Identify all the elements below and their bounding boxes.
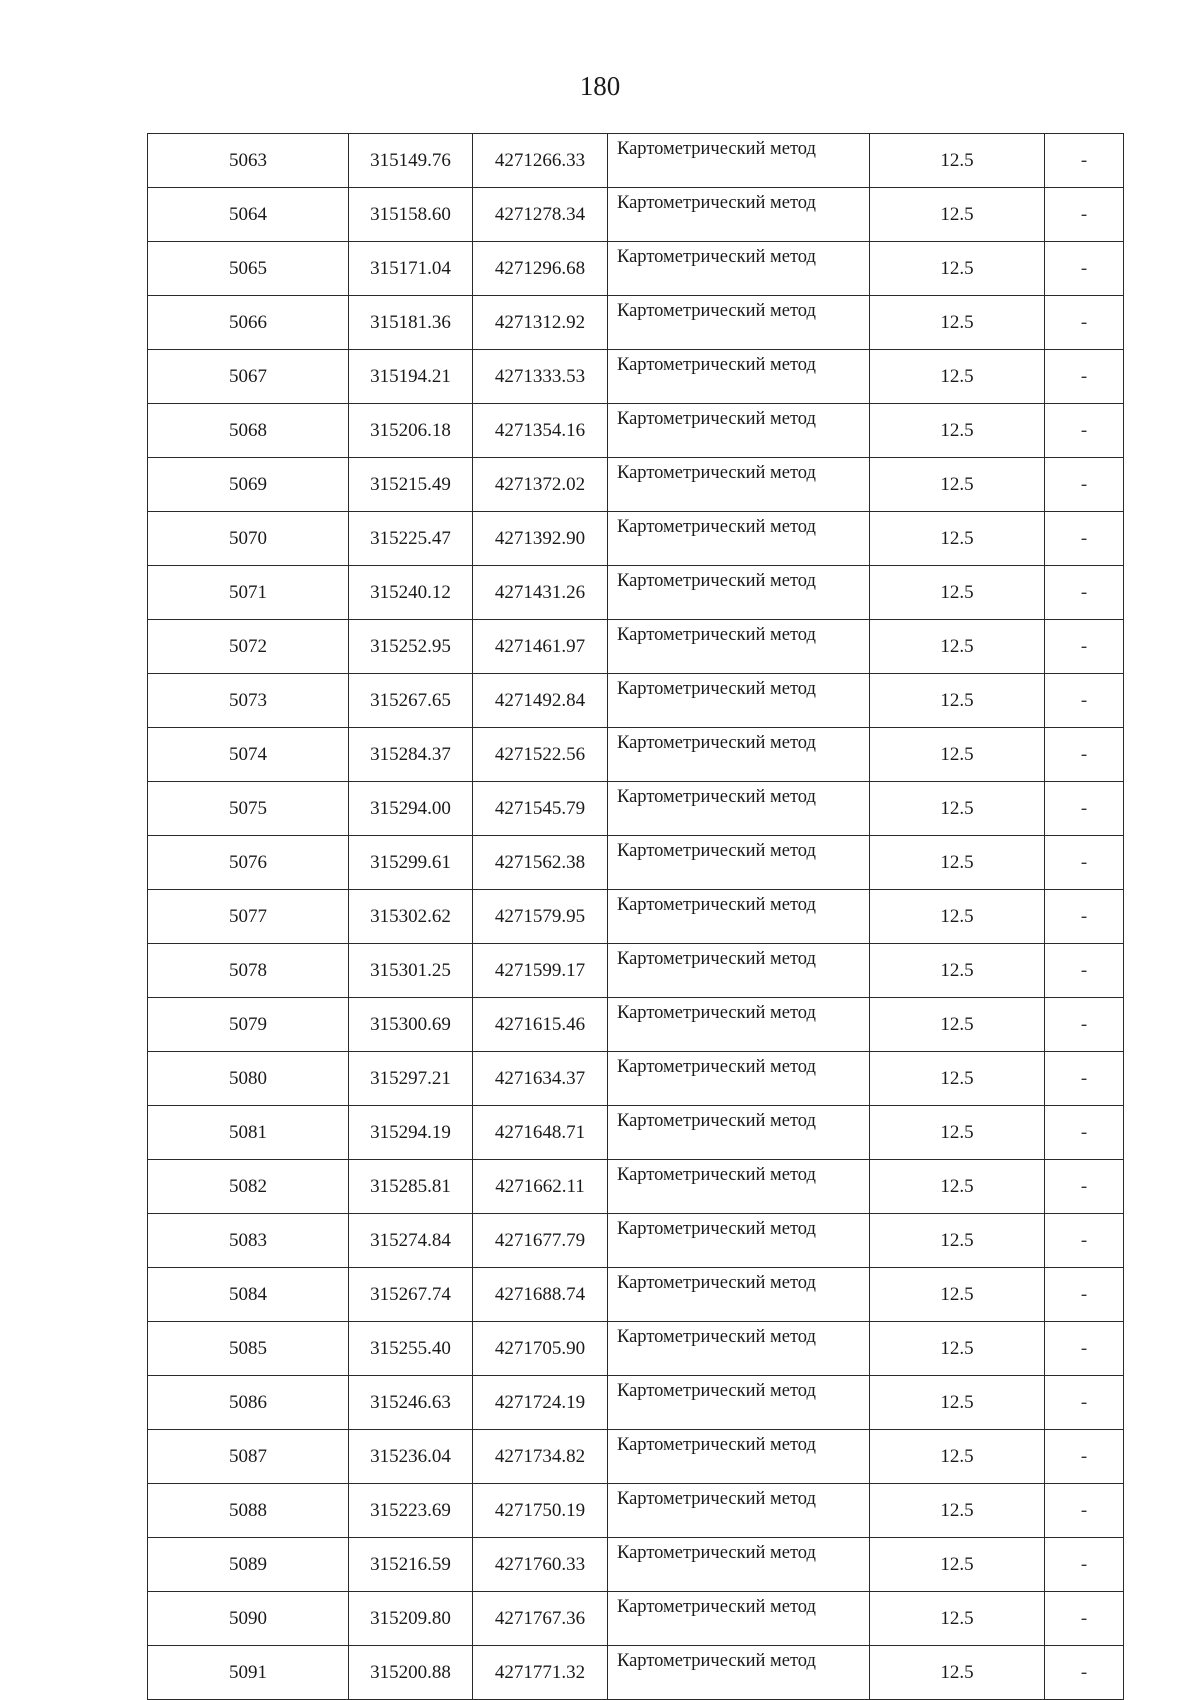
point-id-cell: 5076 — [148, 836, 349, 890]
table-row — [148, 944, 1124, 998]
coordinate-x-cell: 315246.63 — [349, 1376, 473, 1430]
point-id-cell: 5072 — [148, 620, 349, 674]
point-id-cell: 5088 — [148, 1484, 349, 1538]
method-cell: Картометрический метод — [608, 1160, 870, 1214]
coordinate-x-cell: 315158.60 — [349, 188, 473, 242]
method-cell: Картометрический метод — [608, 242, 870, 296]
coordinate-x-cell: 315274.84 — [349, 1214, 473, 1268]
note-cell: - — [1045, 350, 1124, 404]
coordinate-x-cell: 315297.21 — [349, 1052, 473, 1106]
coordinate-x-cell: 315284.37 — [349, 728, 473, 782]
table-row — [148, 458, 1124, 512]
note-cell: - — [1045, 1268, 1124, 1322]
method-cell: Картометрический метод — [608, 566, 870, 620]
coordinate-x-cell: 315215.49 — [349, 458, 473, 512]
coordinate-y-cell: 4271688.74 — [473, 1268, 608, 1322]
point-id-cell: 5074 — [148, 728, 349, 782]
table-row — [148, 620, 1124, 674]
table-row — [148, 890, 1124, 944]
coordinate-y-cell: 4271648.71 — [473, 1106, 608, 1160]
point-id-cell: 5080 — [148, 1052, 349, 1106]
method-cell: Картометрический метод — [608, 1484, 870, 1538]
note-cell: - — [1045, 944, 1124, 998]
coordinate-y-cell: 4271634.37 — [473, 1052, 608, 1106]
accuracy-cell: 12.5 — [870, 944, 1045, 998]
coordinate-y-cell: 4271312.92 — [473, 296, 608, 350]
coordinate-x-cell: 315299.61 — [349, 836, 473, 890]
accuracy-cell: 12.5 — [870, 836, 1045, 890]
note-cell: - — [1045, 1160, 1124, 1214]
note-cell: - — [1045, 674, 1124, 728]
point-id-cell: 5090 — [148, 1592, 349, 1646]
coordinate-y-cell: 4271579.95 — [473, 890, 608, 944]
method-cell: Картометрический метод — [608, 944, 870, 998]
coordinate-x-cell: 315216.59 — [349, 1538, 473, 1592]
coordinate-x-cell: 315200.88 — [349, 1646, 473, 1700]
accuracy-cell: 12.5 — [870, 188, 1045, 242]
coordinate-x-cell: 315255.40 — [349, 1322, 473, 1376]
table-row — [148, 404, 1124, 458]
method-cell: Картометрический метод — [608, 1538, 870, 1592]
accuracy-cell: 12.5 — [870, 890, 1045, 944]
coordinate-y-cell: 4271492.84 — [473, 674, 608, 728]
table-row — [148, 512, 1124, 566]
table-row — [148, 188, 1124, 242]
point-id-cell: 5066 — [148, 296, 349, 350]
method-cell: Картометрический метод — [608, 728, 870, 782]
coordinate-y-cell: 4271734.82 — [473, 1430, 608, 1484]
coordinate-y-cell: 4271461.97 — [473, 620, 608, 674]
coordinate-x-cell: 315225.47 — [349, 512, 473, 566]
accuracy-cell: 12.5 — [870, 998, 1045, 1052]
method-cell: Картометрический метод — [608, 836, 870, 890]
note-cell: - — [1045, 890, 1124, 944]
note-cell: - — [1045, 620, 1124, 674]
accuracy-cell: 12.5 — [870, 782, 1045, 836]
accuracy-cell: 12.5 — [870, 1430, 1045, 1484]
coordinate-y-cell: 4271767.36 — [473, 1592, 608, 1646]
coordinate-x-cell: 315149.76 — [349, 134, 473, 188]
table-row — [148, 836, 1124, 890]
page-number: 180 — [579, 71, 621, 101]
accuracy-cell: 12.5 — [870, 1592, 1045, 1646]
note-cell: - — [1045, 728, 1124, 782]
table-row — [148, 1484, 1124, 1538]
point-id-cell: 5091 — [148, 1646, 349, 1700]
accuracy-cell: 12.5 — [870, 134, 1045, 188]
coordinate-x-cell: 315181.36 — [349, 296, 473, 350]
coordinate-y-cell: 4271545.79 — [473, 782, 608, 836]
note-cell: - — [1045, 836, 1124, 890]
table-row — [148, 1214, 1124, 1268]
coordinate-y-cell: 4271431.26 — [473, 566, 608, 620]
accuracy-cell: 12.5 — [870, 404, 1045, 458]
table-row — [148, 782, 1124, 836]
coordinate-x-cell: 315171.04 — [349, 242, 473, 296]
accuracy-cell: 12.5 — [870, 1052, 1045, 1106]
coordinate-y-cell: 4271760.33 — [473, 1538, 608, 1592]
coordinate-x-cell: 315236.04 — [349, 1430, 473, 1484]
coordinate-y-cell: 4271771.32 — [473, 1646, 608, 1700]
coordinate-y-cell: 4271354.16 — [473, 404, 608, 458]
point-id-cell: 5071 — [148, 566, 349, 620]
accuracy-cell: 12.5 — [870, 566, 1045, 620]
note-cell: - — [1045, 1538, 1124, 1592]
coordinate-y-cell: 4271333.53 — [473, 350, 608, 404]
coordinate-x-cell: 315285.81 — [349, 1160, 473, 1214]
accuracy-cell: 12.5 — [870, 350, 1045, 404]
coordinate-y-cell: 4271724.19 — [473, 1376, 608, 1430]
point-id-cell: 5063 — [148, 134, 349, 188]
point-id-cell: 5067 — [148, 350, 349, 404]
note-cell: - — [1045, 296, 1124, 350]
coordinate-y-cell: 4271750.19 — [473, 1484, 608, 1538]
coordinate-y-cell: 4271705.90 — [473, 1322, 608, 1376]
method-cell: Картометрический метод — [608, 1052, 870, 1106]
point-id-cell: 5073 — [148, 674, 349, 728]
point-id-cell: 5085 — [148, 1322, 349, 1376]
note-cell: - — [1045, 1106, 1124, 1160]
point-id-cell: 5081 — [148, 1106, 349, 1160]
coordinates-table — [147, 133, 1124, 1700]
coordinate-y-cell: 4271392.90 — [473, 512, 608, 566]
coordinate-x-cell: 315240.12 — [349, 566, 473, 620]
point-id-cell: 5083 — [148, 1214, 349, 1268]
method-cell: Картометрический метод — [608, 1646, 870, 1700]
coordinate-y-cell: 4271599.17 — [473, 944, 608, 998]
coordinate-x-cell: 315209.80 — [349, 1592, 473, 1646]
note-cell: - — [1045, 998, 1124, 1052]
note-cell: - — [1045, 242, 1124, 296]
accuracy-cell: 12.5 — [870, 1646, 1045, 1700]
note-cell: - — [1045, 134, 1124, 188]
point-id-cell: 5075 — [148, 782, 349, 836]
coordinate-y-cell: 4271662.11 — [473, 1160, 608, 1214]
point-id-cell: 5087 — [148, 1430, 349, 1484]
coordinate-y-cell: 4271677.79 — [473, 1214, 608, 1268]
note-cell: - — [1045, 1592, 1124, 1646]
point-id-cell: 5065 — [148, 242, 349, 296]
accuracy-cell: 12.5 — [870, 1160, 1045, 1214]
method-cell: Картометрический метод — [608, 512, 870, 566]
coordinate-x-cell: 315267.65 — [349, 674, 473, 728]
point-id-cell: 5086 — [148, 1376, 349, 1430]
point-id-cell: 5064 — [148, 188, 349, 242]
coordinate-x-cell: 315294.19 — [349, 1106, 473, 1160]
method-cell: Картометрический метод — [608, 1592, 870, 1646]
method-cell: Картометрический метод — [608, 1322, 870, 1376]
method-cell: Картометрический метод — [608, 890, 870, 944]
coordinate-x-cell: 315223.69 — [349, 1484, 473, 1538]
point-id-cell: 5084 — [148, 1268, 349, 1322]
note-cell: - — [1045, 782, 1124, 836]
point-id-cell: 5070 — [148, 512, 349, 566]
note-cell: - — [1045, 458, 1124, 512]
method-cell: Картометрический метод — [608, 620, 870, 674]
coordinate-x-cell: 315301.25 — [349, 944, 473, 998]
table-row — [148, 350, 1124, 404]
table-row — [148, 998, 1124, 1052]
method-cell: Картометрический метод — [608, 782, 870, 836]
accuracy-cell: 12.5 — [870, 1538, 1045, 1592]
note-cell: - — [1045, 1376, 1124, 1430]
note-cell: - — [1045, 566, 1124, 620]
table-row — [148, 1538, 1124, 1592]
table-row — [148, 1268, 1124, 1322]
coordinate-y-cell: 4271522.56 — [473, 728, 608, 782]
note-cell: - — [1045, 404, 1124, 458]
accuracy-cell: 12.5 — [870, 1214, 1045, 1268]
table-row — [148, 1376, 1124, 1430]
note-cell: - — [1045, 1052, 1124, 1106]
coordinates-table-body — [148, 134, 1124, 1700]
table-row — [148, 134, 1124, 188]
coordinate-x-cell: 315194.21 — [349, 350, 473, 404]
coordinate-x-cell: 315300.69 — [349, 998, 473, 1052]
note-cell: - — [1045, 512, 1124, 566]
method-cell: Картометрический метод — [608, 1430, 870, 1484]
method-cell: Картометрический метод — [608, 134, 870, 188]
table-row — [148, 1430, 1124, 1484]
accuracy-cell: 12.5 — [870, 512, 1045, 566]
coordinate-y-cell: 4271296.68 — [473, 242, 608, 296]
point-id-cell: 5068 — [148, 404, 349, 458]
coordinate-x-cell: 315206.18 — [349, 404, 473, 458]
coordinate-x-cell: 315294.00 — [349, 782, 473, 836]
note-cell: - — [1045, 188, 1124, 242]
table-row — [148, 1646, 1124, 1700]
coordinate-y-cell: 4271615.46 — [473, 998, 608, 1052]
table-row — [148, 296, 1124, 350]
method-cell: Картометрический метод — [608, 404, 870, 458]
method-cell: Картометрический метод — [608, 350, 870, 404]
point-id-cell: 5089 — [148, 1538, 349, 1592]
note-cell: - — [1045, 1214, 1124, 1268]
accuracy-cell: 12.5 — [870, 242, 1045, 296]
table-row — [148, 242, 1124, 296]
note-cell: - — [1045, 1646, 1124, 1700]
method-cell: Картометрический метод — [608, 1268, 870, 1322]
point-id-cell: 5078 — [148, 944, 349, 998]
coordinate-y-cell: 4271266.33 — [473, 134, 608, 188]
note-cell: - — [1045, 1322, 1124, 1376]
accuracy-cell: 12.5 — [870, 620, 1045, 674]
method-cell: Картометрический метод — [608, 1376, 870, 1430]
coordinate-x-cell: 315252.95 — [349, 620, 473, 674]
note-cell: - — [1045, 1430, 1124, 1484]
point-id-cell: 5079 — [148, 998, 349, 1052]
method-cell: Картометрический метод — [608, 296, 870, 350]
table-row — [148, 728, 1124, 782]
coordinate-y-cell: 4271278.34 — [473, 188, 608, 242]
method-cell: Картометрический метод — [608, 1106, 870, 1160]
method-cell: Картометрический метод — [608, 674, 870, 728]
table-row — [148, 1322, 1124, 1376]
coordinate-x-cell: 315267.74 — [349, 1268, 473, 1322]
accuracy-cell: 12.5 — [870, 458, 1045, 512]
accuracy-cell: 12.5 — [870, 1484, 1045, 1538]
accuracy-cell: 12.5 — [870, 1376, 1045, 1430]
table-row — [148, 1052, 1124, 1106]
table-row — [148, 566, 1124, 620]
coordinate-y-cell: 4271372.02 — [473, 458, 608, 512]
table-row — [148, 1160, 1124, 1214]
accuracy-cell: 12.5 — [870, 1106, 1045, 1160]
table-row — [148, 1106, 1124, 1160]
point-id-cell: 5077 — [148, 890, 349, 944]
accuracy-cell: 12.5 — [870, 728, 1045, 782]
method-cell: Картометрический метод — [608, 188, 870, 242]
accuracy-cell: 12.5 — [870, 1268, 1045, 1322]
accuracy-cell: 12.5 — [870, 1322, 1045, 1376]
coordinate-y-cell: 4271562.38 — [473, 836, 608, 890]
point-id-cell: 5069 — [148, 458, 349, 512]
table-row — [148, 1592, 1124, 1646]
accuracy-cell: 12.5 — [870, 674, 1045, 728]
table-row — [148, 674, 1124, 728]
method-cell: Картометрический метод — [608, 998, 870, 1052]
coordinate-x-cell: 315302.62 — [349, 890, 473, 944]
accuracy-cell: 12.5 — [870, 296, 1045, 350]
method-cell: Картометрический метод — [608, 1214, 870, 1268]
note-cell: - — [1045, 1484, 1124, 1538]
method-cell: Картометрический метод — [608, 458, 870, 512]
point-id-cell: 5082 — [148, 1160, 349, 1214]
